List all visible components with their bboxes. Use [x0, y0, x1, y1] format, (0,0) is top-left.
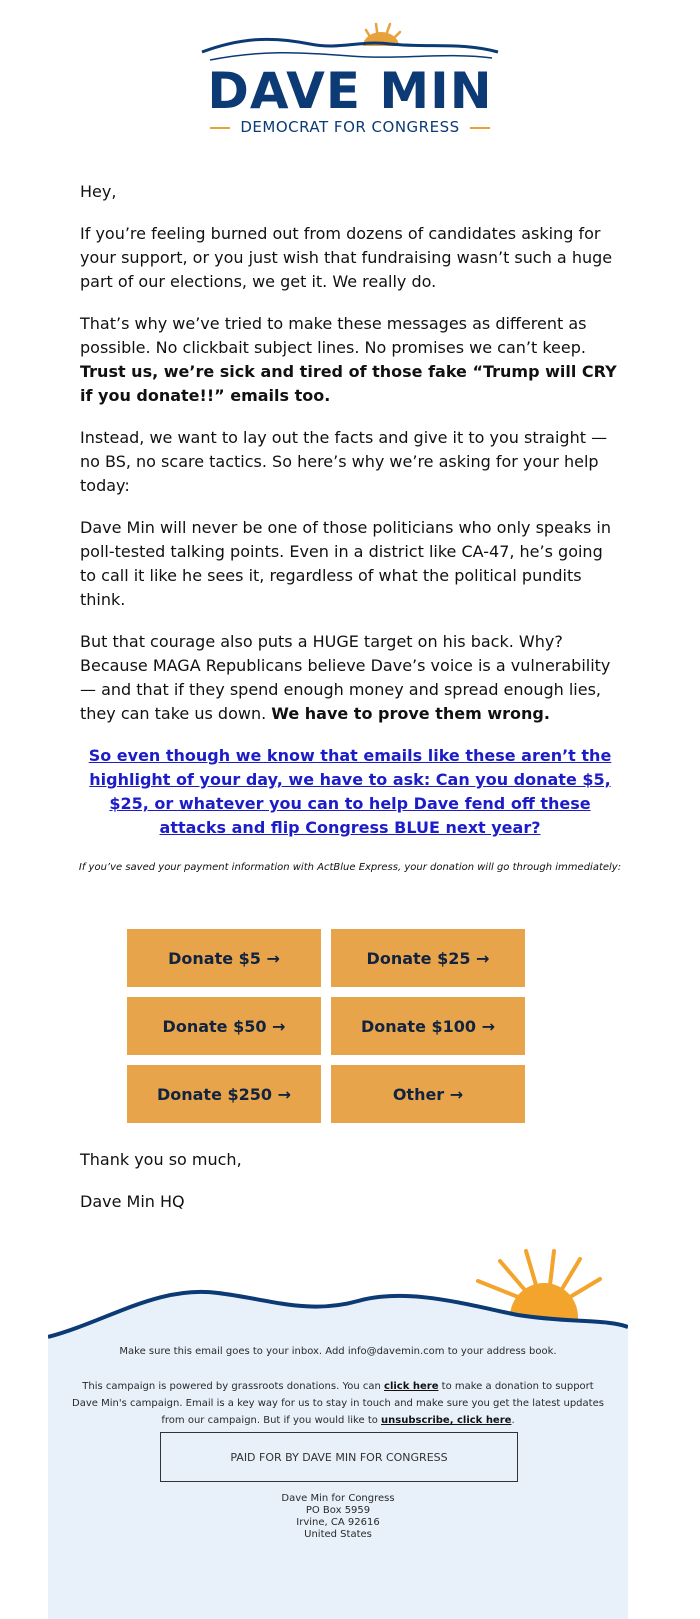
mountain-sun-icon [200, 18, 500, 68]
donate-5-button[interactable]: Donate $5 → [127, 929, 321, 987]
thanks-text: Thank you so much, [80, 1150, 242, 1169]
paragraph-5: But that courage also puts a HUGE target on his back. Why? Because MAGA Republicans believe Dave’s voice is a vulnerability — and that if they spend enough money and spread enough lies, they can take us down. We have to prove them wrong. [80, 632, 611, 723]
paragraph-1: If you’re feeling burned out from dozens of candidates asking for your support, or you just wish that fundraising wasn’t such a huge part of our elections, we get it. We really do. [80, 224, 613, 291]
donate-other-button[interactable]: Other → [331, 1065, 525, 1123]
paragraph-4: Dave Min will never be one of those politicians who only speaks in poll-tested talking points. Even in a district like CA-47, he’s going to call it like he sees it, regardless of what the political pundits think. [80, 518, 611, 609]
donate-click-here-link[interactable]: click here [384, 1381, 439, 1392]
inbox-note: Make sure this email goes to your inbox. Add info@davemin.com to your address book. [119, 1346, 557, 1357]
donate-250-button[interactable]: Donate $250 → [127, 1065, 321, 1123]
donate-50-button[interactable]: Donate $50 → [127, 997, 321, 1055]
logo-tagline: DEMOCRAT FOR CONGRESS [0, 118, 700, 136]
mailing-address: Dave Min for Congress PO Box 5959 Irvine, CA 92616 United States [281, 1493, 395, 1540]
signature: Dave Min HQ [80, 1192, 185, 1211]
signoff [80, 1148, 242, 1214]
grassroots-note: This campaign is powered by grassroots donations. You can click here to make a donation to support Dave Min's campaign. Email is a key way for us to stay in touch and make sure you get the latest updates from our campaign. But if you would like to unsubscribe, click here. [72, 1381, 604, 1426]
email-body [80, 180, 620, 897]
logo-wordmark: DAVE MIN [207, 62, 493, 120]
email-footer [48, 1245, 628, 1619]
donate-ask-link[interactable]: So even though we know that emails like these aren’t the highlight of your day, we have to ask: Can you donate $5, $25, or whatever you can to help Dave fend off these attacks and flip Congress BLUE next year? [88, 746, 612, 837]
paragraph-2: That’s why we’ve tried to make these messages as different as possible. No clickbait subject lines. No promises we can’t keep. Trust us, we’re sick and tired of those fake “Trump will CRY if you donate!!” emails too. [80, 314, 617, 405]
paragraph-3: Instead, we want to lay out the facts and give it to you straight — no BS, no scare tactics. So here’s why we’re asking for your help today: [80, 428, 608, 495]
greeting: Hey, [80, 182, 117, 201]
campaign-logo [0, 18, 700, 143]
donate-25-button[interactable]: Donate $25 → [331, 929, 525, 987]
donate-100-button[interactable]: Donate $100 → [331, 997, 525, 1055]
footer-wave-sun-icon [48, 1245, 628, 1345]
unsubscribe-link[interactable]: unsubscribe, click here [381, 1415, 512, 1426]
actblue-express-note: If you’ve saved your payment information with ActBlue Express, your donation will go through immediately: [78, 862, 622, 873]
paid-for-box: PAID FOR BY DAVE MIN FOR CONGRESS [160, 1432, 518, 1482]
